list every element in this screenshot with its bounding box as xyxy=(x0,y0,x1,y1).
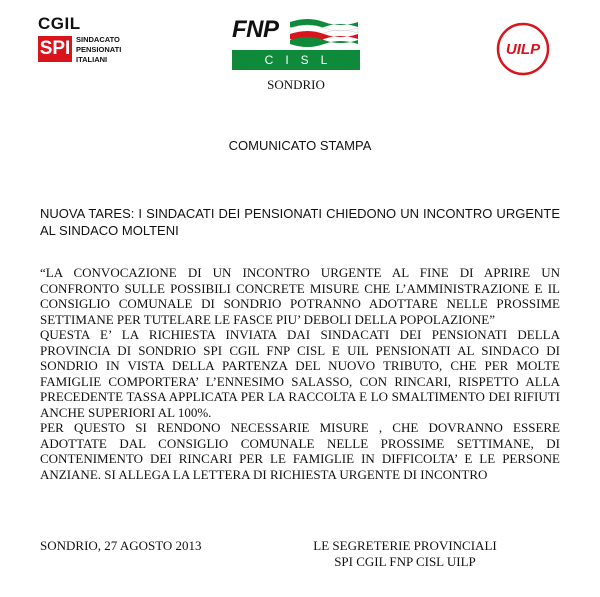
fnp-wordmark: FNP xyxy=(232,16,279,43)
signature-line: SPI CGIL FNP CISL UILP xyxy=(334,554,476,569)
body-paragraph: PER QUESTO SI RENDONO NECESSARIE MISURE , CHE DOVRANNO ESSERE ADOTTATE DAL CONSIGLIO COMUNALE NELLE PROSSIME SETTIMANE, DI CONTENIMENTO DEI RINCARI PER LE FAMIGLIE IN DIFFICOLTA’ E LE PERSONE ANZIANE. SI ALLEGA LA LETTERA DI RICHIESTA URGENTE DI INCONTRO xyxy=(40,420,560,482)
date-line: SONDRIO, 27 AGOSTO 2013 xyxy=(40,538,202,553)
cisl-bar: CISL xyxy=(232,50,360,70)
document-heading: COMUNICATO STAMPA xyxy=(228,138,372,153)
signature-line: LE SEGRETERIE PROVINCIALI xyxy=(313,538,497,553)
spi-line: SINDACATO xyxy=(76,35,120,44)
spi-line: PENSIONATI xyxy=(76,45,122,54)
waving-flag-icon xyxy=(288,16,360,48)
body-paragraph: “LA CONVOCAZIONE DI UN INCONTRO URGENTE AL FINE DI APRIRE UN CONFRONTO SULLE POSSIBILI CONCRETE MISURE CHE L’AMMINISTRAZIONE E IL CONSIGLIO COMUNALE DI SONDRIO POTRANNO ADOTTARE NELLE PROSSIME SETTIMANE PER TUTELARE LE FASCE PIU’ DEBOLI DELLA POPOLAZIONE” xyxy=(40,265,560,327)
spi-union-name xyxy=(76,35,121,65)
fnp-cisl-logo xyxy=(232,16,360,72)
document-body xyxy=(40,265,560,482)
uilp-emblem-icon xyxy=(496,22,550,76)
signature-block xyxy=(270,538,540,570)
branch-city: SONDRIO xyxy=(267,77,325,92)
cgil-spi-logo xyxy=(38,14,138,76)
document-subject: NUOVA TARES: I SINDACATI DEI PENSIONATI CHIEDONO UN INCONTRO URGENTE AL SINDACO MOLTENI xyxy=(40,206,560,238)
body-paragraph: QUESTA E’ LA RICHIESTA INVIATA DAI SINDACATI DEI PENSIONATI DELLA PROVINCIA DI SONDRIO SPI CGIL FNP CISL E UIL PENSIONATI AL SINDACO DI SONDRIO IN VISTA DELLA PARTENZA DEL NUOVO TRIBUTO, CHE PER MOLTE FAMIGLIE COMPORTERA’ L’ENNESIMO SALASSO, CON RINCARI, RISPETTO ALLA PRECEDENTE TASSA APPLICATA PER LA RACCOLTA E LO SMALTIMENTO DEI RIFIUTI ANCHE SUPERIORI AL 100%. xyxy=(40,327,560,420)
spi-line: ITALIANI xyxy=(76,55,108,64)
uilp-logo xyxy=(496,22,550,76)
spi-badge: SPI xyxy=(38,36,72,62)
uilp-wordmark: UILP xyxy=(505,41,541,58)
cgil-wordmark: CGIL xyxy=(38,14,81,33)
